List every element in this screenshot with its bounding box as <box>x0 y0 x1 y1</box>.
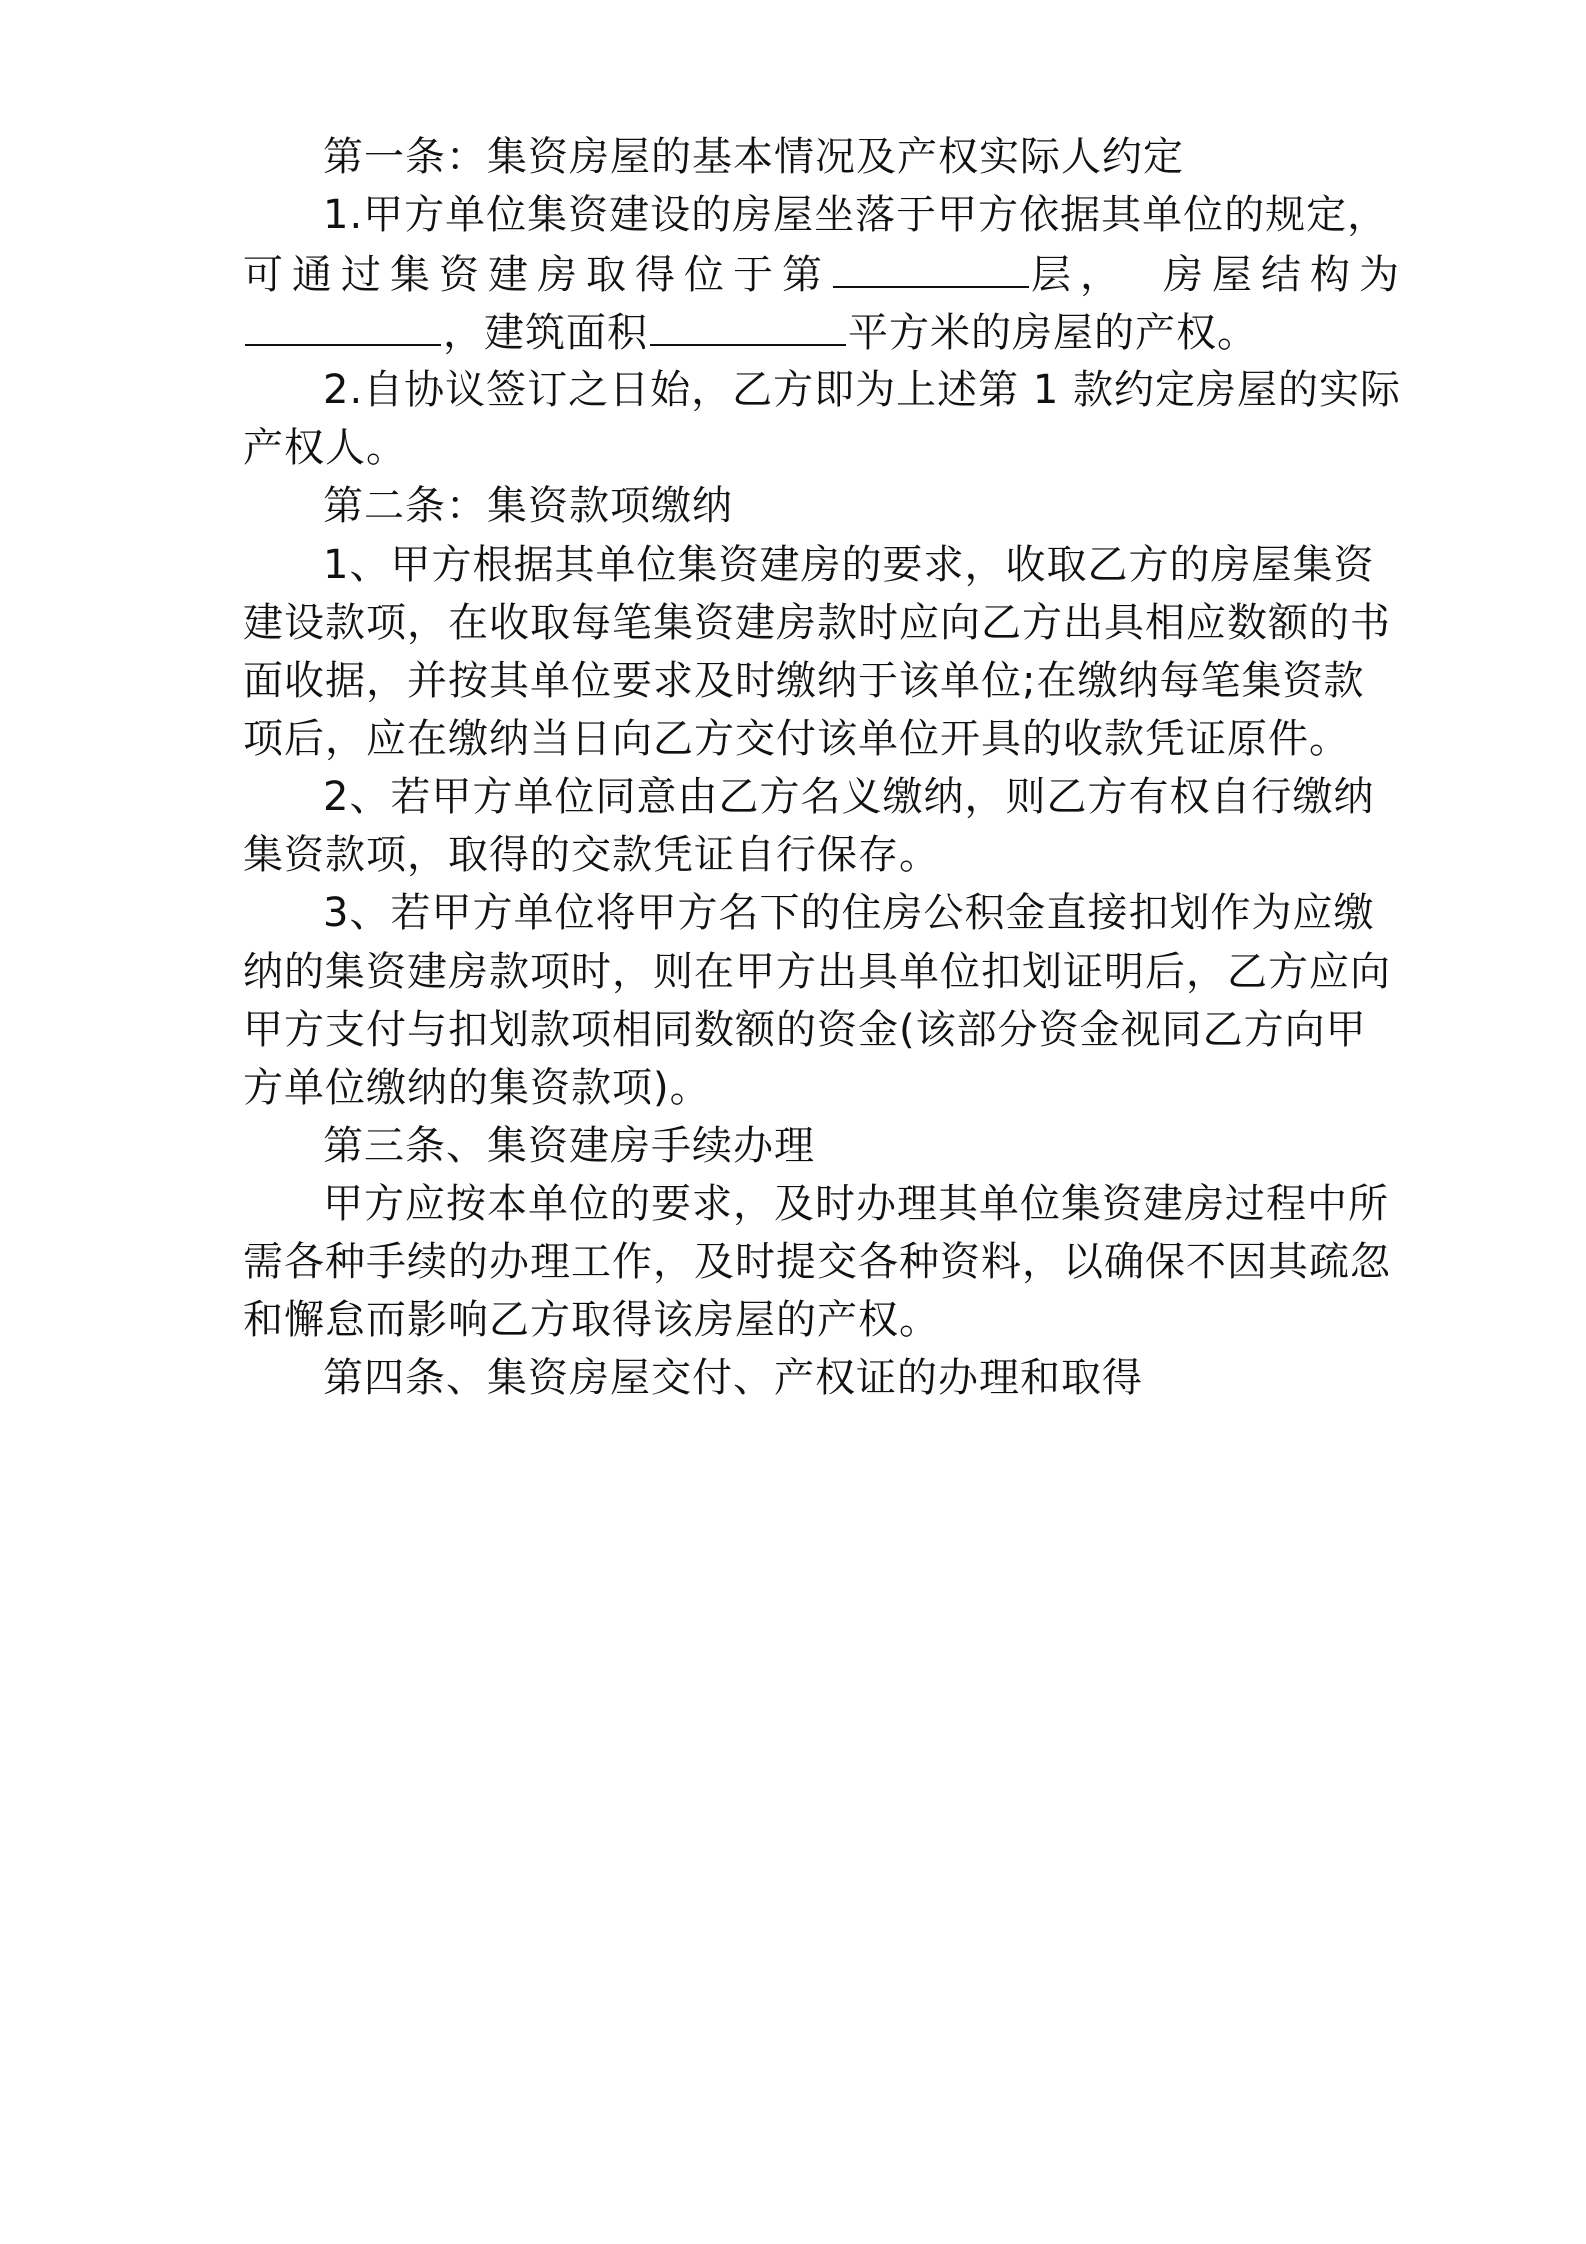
structure-blank[interactable] <box>245 306 441 346</box>
art2-p2-line-2: 集资款项，取得的交款凭证自行保存。 <box>243 832 940 878</box>
art3-p1-line-3: 和懈怠而影响乙方取得该房屋的产权。 <box>243 1297 940 1343</box>
article-4-heading: 第四条、集资房屋交付、产权证的办理和取得 <box>323 1355 1143 1401</box>
art1-p1-line-3 <box>243 306 1258 358</box>
area-blank[interactable] <box>650 306 846 346</box>
art2-p1-line-2: 建设款项，在收取每笔集资建房款时应向乙方出具相应数额的书 <box>243 600 1391 646</box>
art3-p1-line-2: 需各种手续的办理工作，及时提交各种资料，以确保不因其疏忽 <box>243 1239 1391 1285</box>
art2-p3-line-2: 纳的集资建房款项时，则在甲方出具单位扣划证明后，乙方应向 <box>243 949 1391 995</box>
art2-p2-line-1: 2、若甲方单位同意由乙方名义缴纳，则乙方有权自行缴纳 <box>323 774 1375 820</box>
art2-p3-line-3: 甲方支付与扣划款项相同数额的资金(该部分资金视同乙方向甲 <box>243 1007 1367 1053</box>
area-suffix: 平方米的房屋的产权。 <box>848 310 1258 356</box>
art2-p1-line-4: 项后，应在缴纳当日向乙方交付该单位开具的收款凭证原件。 <box>243 716 1350 762</box>
floor-suffix: 层， <box>1031 252 1129 298</box>
art1-p2-line-2: 产权人。 <box>243 425 407 471</box>
art2-p1-line-1: 1、甲方根据其单位集资建房的要求，收取乙方的房屋集资 <box>323 542 1375 588</box>
article-2-heading: 第二条：集资款项缴纳 <box>323 483 733 529</box>
art3-p1-line-1: 甲方应按本单位的要求，及时办理其单位集资建房过程中所 <box>323 1181 1389 1227</box>
article-3-heading: 第三条、集资建房手续办理 <box>323 1123 815 1169</box>
article-1-heading: 第一条：集资房屋的基本情况及产权实际人约定 <box>323 134 1184 180</box>
structure-label: 房屋结构为 <box>1163 252 1408 298</box>
area-label: ，建筑面积 <box>443 310 648 356</box>
art1-p2-line-1: 2.自协议签订之日始，乙方即为上述第 1 款约定房屋的实际 <box>323 367 1402 413</box>
floor-blank[interactable] <box>833 248 1029 288</box>
art1-p1-line-1: 1.甲方单位集资建设的房屋坐落于甲方依据其单位的规定， <box>323 192 1389 238</box>
art2-p3-line-1: 3、若甲方单位将甲方名下的住房公积金直接扣划作为应缴 <box>323 890 1375 936</box>
art1-p1-line-2 <box>243 248 1408 300</box>
art2-p3-line-4: 方单位缴纳的集资款项)。 <box>243 1065 711 1111</box>
floor-prefix: 可通过集资建房取得位于第 <box>243 252 831 298</box>
art2-p1-line-3: 面收据，并按其单位要求及时缴纳于该单位;在缴纳每笔集资款 <box>243 658 1365 704</box>
